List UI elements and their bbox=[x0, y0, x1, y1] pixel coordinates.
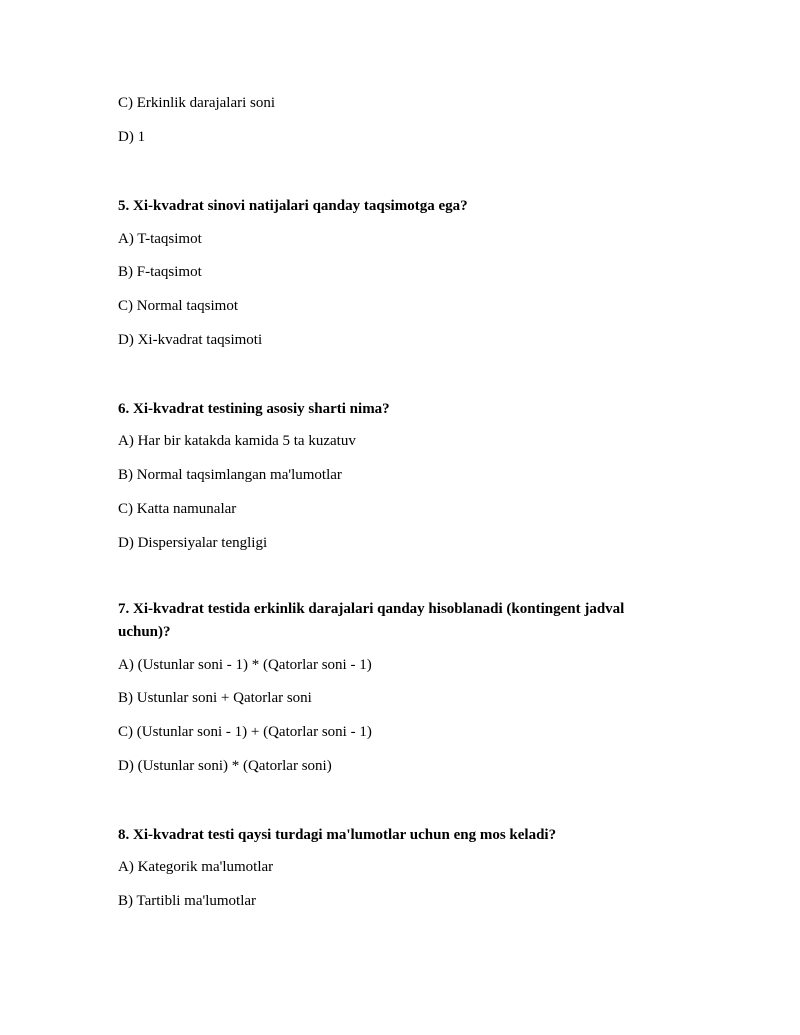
answer-option: A) (Ustunlar soni - 1) * (Qatorlar soni - 1) bbox=[118, 657, 372, 673]
question-title: 7. Xi-kvadrat testida erkinlik darajalari qanday hisoblanadi (kontingent jadval uchun)? bbox=[118, 601, 625, 640]
question-title: 6. Xi-kvadrat testining asosiy sharti nima? bbox=[118, 401, 390, 417]
answer-option: D) (Ustunlar soni) * (Qatorlar soni) bbox=[118, 758, 332, 774]
answer-option: C) Katta namunalar bbox=[118, 501, 237, 517]
question-title: 5. Xi-kvadrat sinovi natijalari qanday taqsimotga ega? bbox=[118, 198, 468, 214]
answer-option: C) (Ustunlar soni - 1) + (Qatorlar soni - 1) bbox=[118, 724, 372, 740]
answer-option: A) T-taqsimot bbox=[118, 231, 202, 247]
answer-option: D) Xi-kvadrat taqsimoti bbox=[118, 332, 263, 348]
question-title: 8. Xi-kvadrat testi qaysi turdagi ma'lumotlar uchun eng mos keladi? bbox=[118, 827, 557, 843]
answer-option: C) Normal taqsimot bbox=[118, 298, 238, 314]
answer-option: C) Erkinlik darajalari soni bbox=[118, 95, 276, 111]
answer-option: D) 1 bbox=[118, 129, 146, 145]
answer-option: A) Har bir katakda kamida 5 ta kuzatuv bbox=[118, 433, 356, 449]
answer-option: D) Dispersiyalar tengligi bbox=[118, 535, 268, 551]
answer-option: B) F-taqsimot bbox=[118, 264, 202, 280]
answer-option: B) Normal taqsimlangan ma'lumotlar bbox=[118, 467, 342, 483]
answer-option: B) Ustunlar soni + Qatorlar soni bbox=[118, 690, 312, 706]
answer-option: B) Tartibli ma'lumotlar bbox=[118, 893, 257, 909]
answer-option: A) Kategorik ma'lumotlar bbox=[118, 859, 274, 875]
